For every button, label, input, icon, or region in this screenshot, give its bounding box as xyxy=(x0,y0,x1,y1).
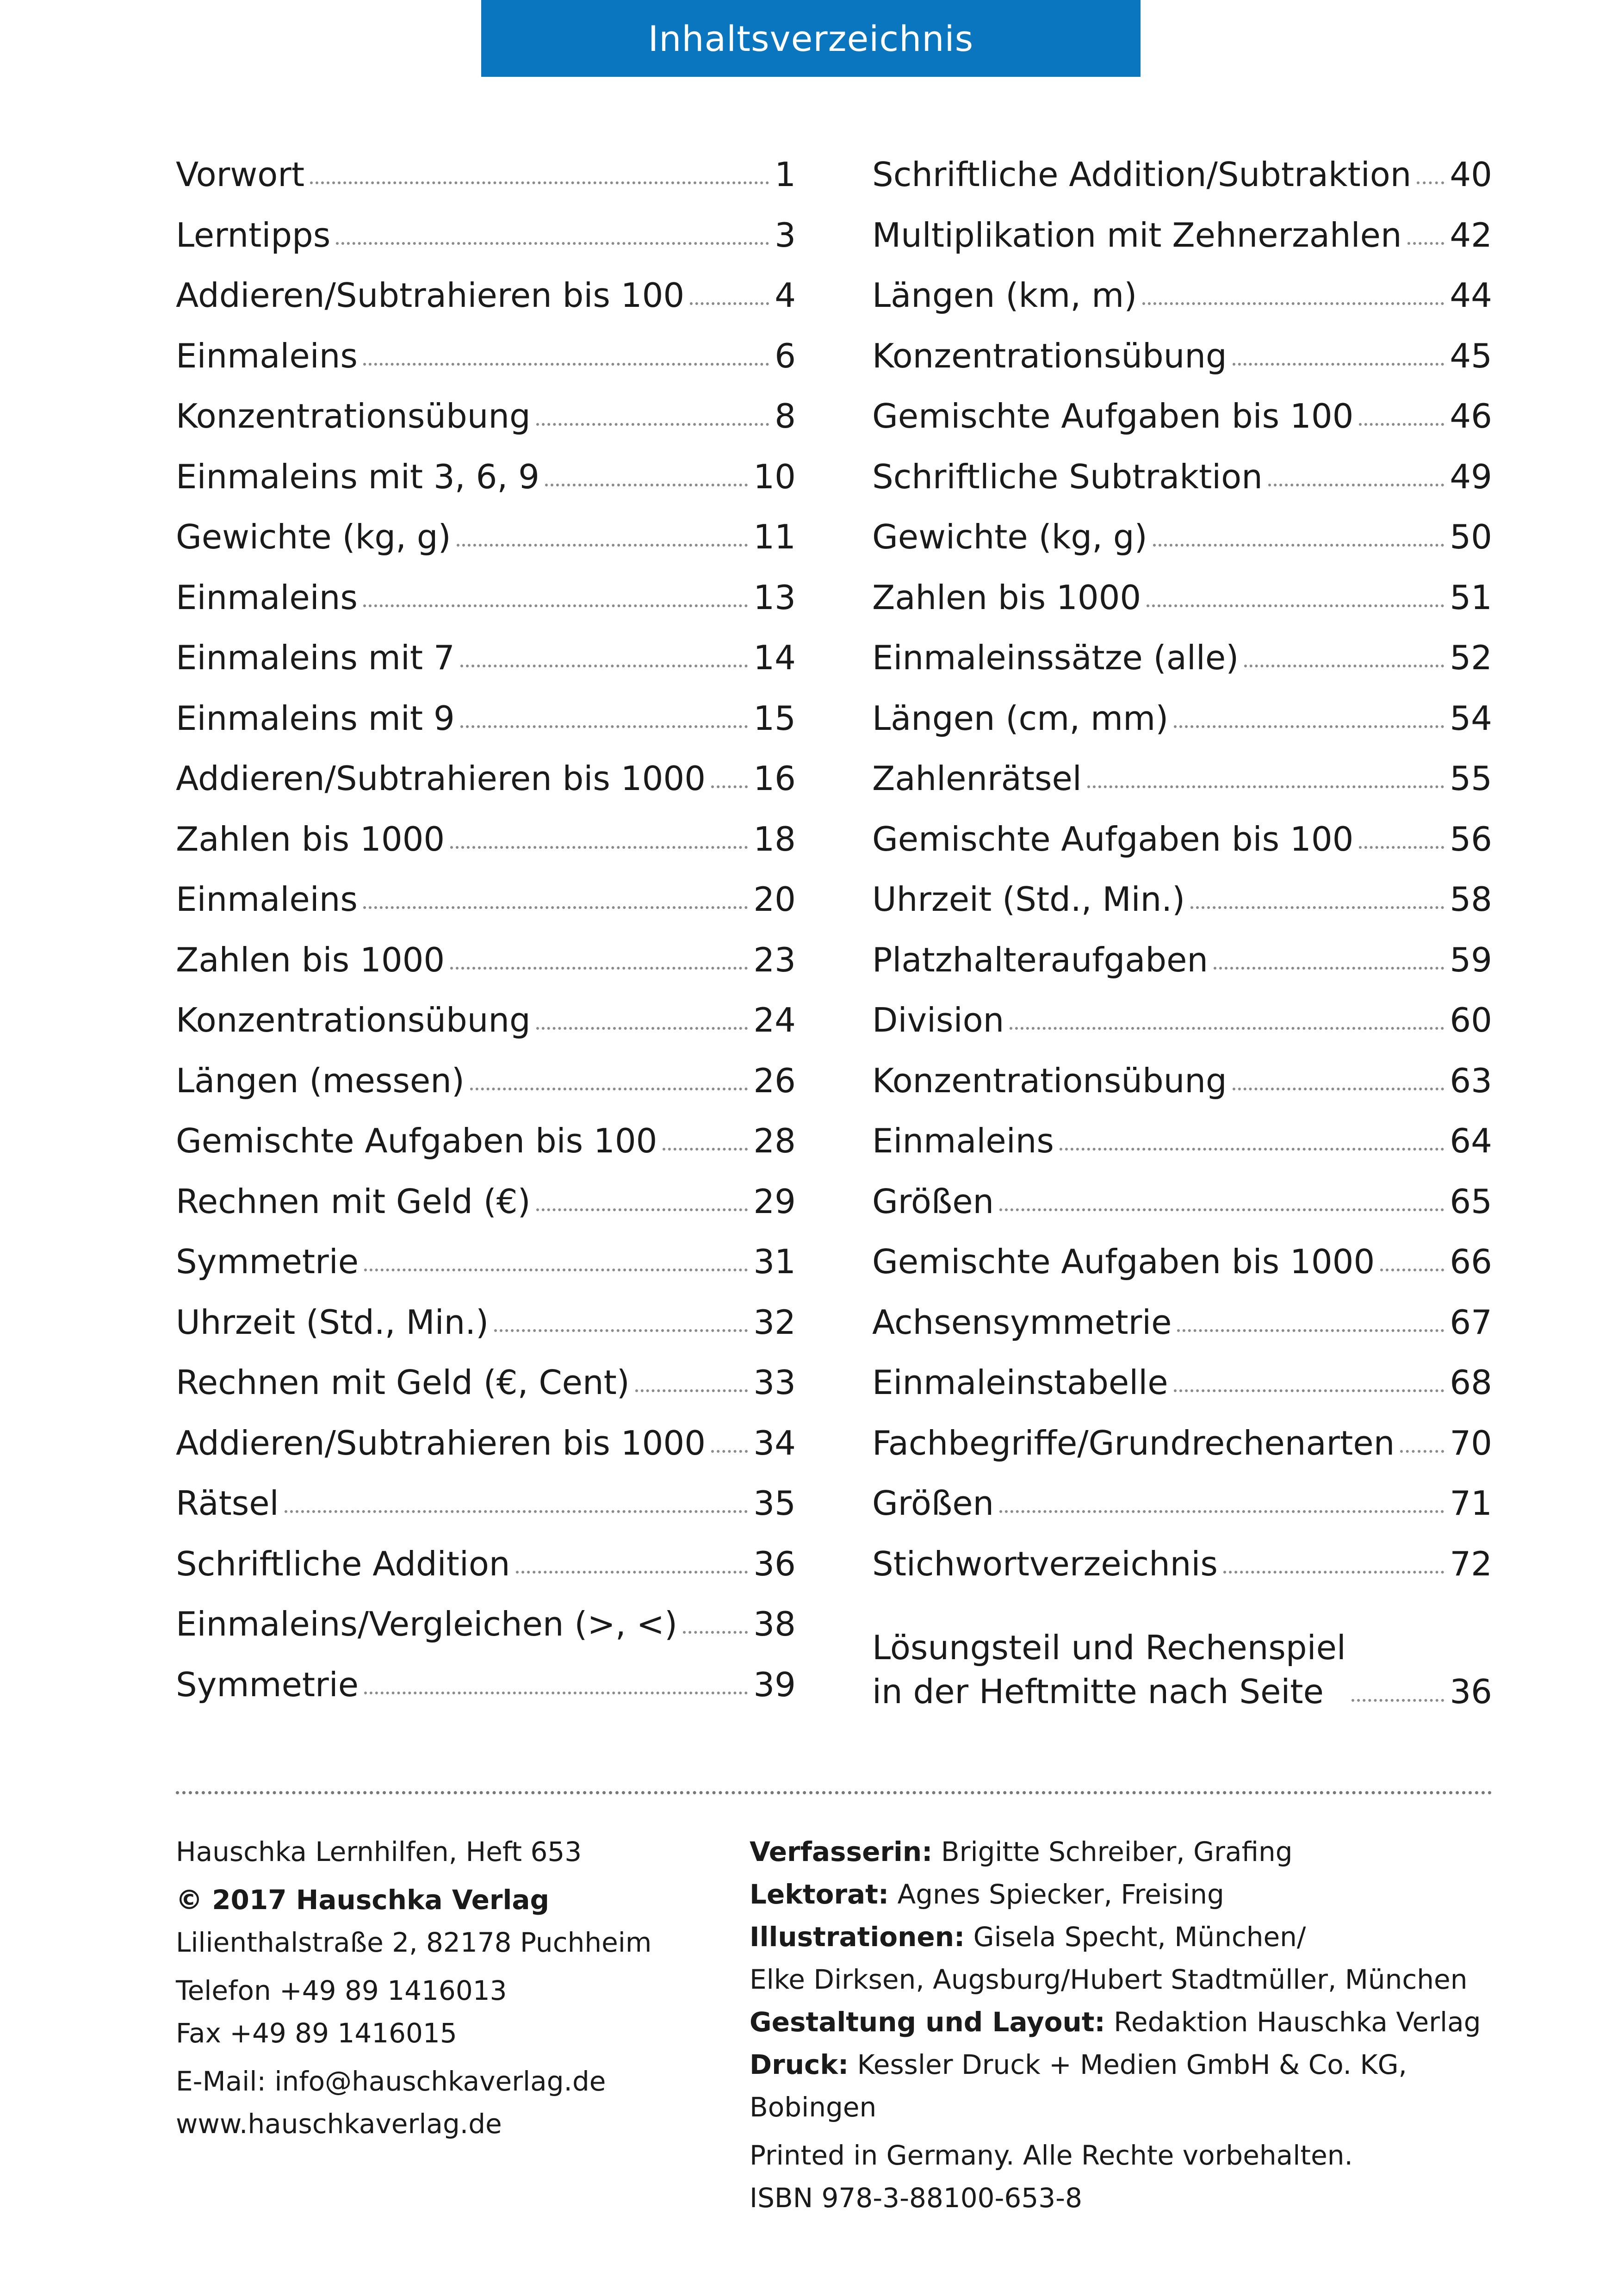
series-line: Hauschka Lernhilfen, Heft 653 xyxy=(176,1836,582,1867)
toc-dot-leader xyxy=(683,1631,748,1634)
toc-entry-page: 52 xyxy=(1450,638,1492,677)
toc-entry xyxy=(872,1544,1492,1605)
toc-dot-leader xyxy=(1174,725,1444,728)
toc-entry xyxy=(872,1424,1492,1484)
editor-label: Lektorat: xyxy=(750,1879,889,1910)
toc-dot-leader xyxy=(1233,1088,1444,1090)
toc-dot-leader xyxy=(536,1027,748,1030)
toc-entry xyxy=(176,155,796,216)
print-value: Kessler Druck + Medien GmbH & Co. KG, Bobingen xyxy=(750,2049,1407,2123)
toc-entry-page: 20 xyxy=(753,880,796,919)
toc-entry-page: 40 xyxy=(1450,155,1492,194)
toc-entry-page: 1 xyxy=(775,155,796,194)
toc-dot-leader xyxy=(460,725,748,728)
toc-entry-page: 44 xyxy=(1450,276,1492,315)
toc-dot-leader xyxy=(536,423,769,426)
toc-entry-title: Einmaleins mit 3, 6, 9 xyxy=(176,457,539,496)
toc-dot-leader xyxy=(1359,846,1444,849)
toc-dot-leader xyxy=(450,846,748,849)
toc-dot-leader xyxy=(1268,484,1444,486)
toc-entry-page: 14 xyxy=(753,638,796,677)
toc-entry-page: 15 xyxy=(753,698,796,738)
toc-entry xyxy=(872,1061,1492,1122)
toc-entry xyxy=(176,1424,796,1484)
toc-entry xyxy=(872,1484,1492,1544)
toc-entry-title: Platzhalteraufgaben xyxy=(872,940,1209,979)
toc-entry-page: 55 xyxy=(1450,759,1492,798)
toc-entry-page: 32 xyxy=(753,1302,796,1342)
toc-entry-title: Einmaleins xyxy=(176,880,358,919)
toc-dot-leader xyxy=(711,785,748,788)
toc-dot-leader xyxy=(285,1510,748,1513)
illustrations-line xyxy=(750,1916,1508,1958)
toc-entry-title: Einmaleins xyxy=(872,1121,1054,1160)
toc-dot-leader xyxy=(999,1510,1444,1513)
toc-dot-leader xyxy=(450,967,748,970)
toc-entry xyxy=(872,880,1492,940)
toc-entry xyxy=(176,336,796,397)
toc-entry xyxy=(176,457,796,518)
toc-dot-leader xyxy=(1010,1027,1444,1030)
solutions-line-1: Lösungsteil und Rechenspiel xyxy=(872,1628,1346,1667)
toc-column-right xyxy=(872,155,1492,1718)
toc-entry xyxy=(872,276,1492,336)
toc-entry xyxy=(176,1242,796,1303)
toc-dot-leader xyxy=(1223,1571,1444,1574)
page-title: Inhaltsverzeichnis xyxy=(648,18,974,59)
author-line xyxy=(750,1830,1508,1873)
toc-entry-title: Einmaleins mit 9 xyxy=(176,698,455,738)
toc-entry-title: Rechnen mit Geld (€) xyxy=(176,1182,531,1221)
toc-entry-page: 42 xyxy=(1450,215,1492,255)
toc-column-left xyxy=(176,155,796,1725)
toc-dot-leader xyxy=(460,665,748,667)
toc-dot-leader xyxy=(1400,1450,1444,1453)
toc-entry-page: 49 xyxy=(1450,457,1492,496)
design-value: Redaktion Hauschka Verlag xyxy=(1114,2006,1481,2038)
toc-entry xyxy=(872,759,1492,820)
toc-entry-page: 65 xyxy=(1450,1182,1492,1221)
toc-entry-page: 45 xyxy=(1450,336,1492,375)
phone-line: Telefon +49 89 1416013 xyxy=(176,1975,507,2006)
toc-entry-page: 28 xyxy=(753,1121,796,1160)
toc-dot-leader xyxy=(690,302,769,305)
toc-entry-page: 39 xyxy=(753,1665,796,1704)
toc-dot-leader xyxy=(1060,1148,1444,1151)
toc-entry-page: 38 xyxy=(753,1605,796,1643)
rights-line: Printed in Germany. Alle Rechte vorbehalten. xyxy=(750,2140,1353,2171)
toc-entry-page: 10 xyxy=(753,457,796,496)
toc-entry-page: 36 xyxy=(1450,1672,1492,1711)
toc-entry-page: 29 xyxy=(753,1182,796,1221)
toc-dot-leader xyxy=(711,1450,748,1453)
toc-entry-page: 67 xyxy=(1450,1302,1492,1342)
toc-entry xyxy=(176,1182,796,1243)
toc-entry-title: Konzentrationsübung xyxy=(176,397,531,436)
toc-entry xyxy=(872,216,1492,276)
toc-entry xyxy=(872,578,1492,639)
toc-entry-title: Gewichte (kg, g) xyxy=(872,517,1147,556)
toc-entry xyxy=(872,940,1492,1001)
toc-entry xyxy=(872,336,1492,397)
toc-entry-title: Einmaleinstabelle xyxy=(872,1363,1168,1402)
toc-entry-title: Einmaleins mit 7 xyxy=(176,638,455,677)
toc-entry xyxy=(176,880,796,940)
toc-entry-title: Gemischte Aufgaben bis 100 xyxy=(176,1121,657,1160)
toc-entry-page: 13 xyxy=(753,578,796,617)
toc-entry xyxy=(872,1121,1492,1182)
toc-entry-title: Einmaleins/Vergleichen (>, <) xyxy=(176,1605,678,1643)
toc-entry-title: Uhrzeit (Std., Min.) xyxy=(872,880,1185,919)
toc-entry-title: Vorwort xyxy=(176,155,305,194)
toc-entry xyxy=(872,397,1492,457)
toc-dot-leader xyxy=(1190,906,1444,909)
author-value: Brigitte Schreiber, Grafing xyxy=(941,1836,1293,1867)
toc-dot-leader xyxy=(516,1571,748,1574)
toc-entry-title: Größen xyxy=(872,1182,994,1221)
toc-entry xyxy=(176,940,796,1001)
toc-dot-leader xyxy=(999,1208,1444,1211)
toc-entry-title: Multiplikation mit Zehnerzahlen xyxy=(872,215,1402,255)
toc-entry-page: 31 xyxy=(753,1242,796,1281)
toc-dot-leader xyxy=(1244,665,1444,667)
toc-entry-title: Längen (cm, mm) xyxy=(872,698,1169,738)
toc-entry-page: 63 xyxy=(1450,1061,1492,1100)
toc-entry-title: Gemischte Aufgaben bis 100 xyxy=(872,819,1354,859)
toc-entry-page: 51 xyxy=(1450,578,1492,617)
illustrations-label: Illustrationen: xyxy=(750,1921,965,1953)
toc-entry-title: Konzentrationsübung xyxy=(176,1001,531,1039)
toc-entry-title: Einmaleins xyxy=(176,578,358,617)
toc-entry-page: 46 xyxy=(1450,397,1492,436)
imprint-credits xyxy=(750,1830,1508,2219)
toc-entry-title: Größen xyxy=(872,1484,994,1523)
toc-entry-page: 3 xyxy=(775,215,796,255)
toc-entry-title: Symmetrie xyxy=(176,1242,359,1281)
toc-dot-leader xyxy=(1417,181,1444,184)
toc-entry xyxy=(872,1303,1492,1363)
toc-dot-leader xyxy=(1177,1329,1444,1332)
toc-entry xyxy=(176,1484,796,1544)
toc-entry-title: Fachbegriffe/Grundrechenarten xyxy=(872,1423,1395,1462)
toc-entry-title: Schriftliche Addition xyxy=(176,1544,510,1583)
toc-entry xyxy=(872,1001,1492,1061)
toc-entry-page: 26 xyxy=(753,1061,796,1100)
toc-dot-leader xyxy=(470,1088,748,1090)
toc-entry-title: Zahlen bis 1000 xyxy=(176,819,445,859)
isbn-line: ISBN 978-3-88100-653-8 xyxy=(750,2182,1082,2214)
editor-value: Agnes Spiecker, Freising xyxy=(897,1879,1224,1910)
toc-dot-leader xyxy=(310,181,769,184)
toc-entry-title: Schriftliche Addition/Subtraktion xyxy=(872,155,1412,194)
toc-entry xyxy=(872,820,1492,880)
toc-entry xyxy=(872,1363,1492,1424)
toc-entry-page: 68 xyxy=(1450,1363,1492,1402)
toc-entry-title: Einmaleins xyxy=(176,336,358,375)
toc-entry-title: Rechnen mit Geld (€, Cent) xyxy=(176,1363,630,1402)
toc-entry-page: 24 xyxy=(753,1001,796,1039)
toc-entry-title: Gemischte Aufgaben bis 1000 xyxy=(872,1242,1375,1281)
toc-entry-page: 71 xyxy=(1450,1484,1492,1523)
toc-entry-page: 18 xyxy=(753,819,796,859)
toc-entry-page: 36 xyxy=(753,1544,796,1583)
toc-entry xyxy=(872,638,1492,699)
toc-entry xyxy=(872,1242,1492,1303)
toc-entry xyxy=(176,397,796,457)
imprint-publisher xyxy=(176,1830,708,2145)
toc-dot-leader xyxy=(363,363,769,366)
toc-dot-leader xyxy=(536,1208,748,1211)
toc-dot-leader xyxy=(363,604,748,607)
toc-dot-leader xyxy=(635,1389,748,1392)
toc-entry xyxy=(176,638,796,699)
toc-entry-page: 72 xyxy=(1450,1544,1492,1583)
illustrations-value-1: Gisela Specht, München/ xyxy=(973,1921,1306,1953)
toc-entry-page: 11 xyxy=(753,517,796,556)
toc-entry xyxy=(176,1544,796,1605)
toc-entry-page: 6 xyxy=(775,336,796,375)
toc-entry-title: Zahlen bis 1000 xyxy=(176,940,445,979)
toc-entry-page: 70 xyxy=(1450,1423,1492,1462)
toc-entry-title: Achsensymmetrie xyxy=(872,1302,1172,1342)
toc-entry-title: Lerntipps xyxy=(176,215,331,255)
toc-entry xyxy=(872,699,1492,759)
toc-entry-title: Längen (messen) xyxy=(176,1061,465,1100)
toc-entry-page: 34 xyxy=(753,1423,796,1462)
toc-entry-title: Addieren/Subtrahieren bis 100 xyxy=(176,276,685,315)
toc-entry xyxy=(176,1061,796,1122)
author-label: Verfasserin: xyxy=(750,1836,933,1867)
print-line xyxy=(750,2043,1508,2128)
toc-entry xyxy=(176,820,796,880)
design-label: Gestaltung und Layout: xyxy=(750,2006,1105,2038)
toc-entry xyxy=(176,578,796,639)
print-label: Druck: xyxy=(750,2049,849,2080)
toc-entry-title: Konzentrationsübung xyxy=(872,336,1227,375)
toc-entry-page: 23 xyxy=(753,940,796,979)
toc-entry xyxy=(176,699,796,759)
header-tab xyxy=(481,0,1141,77)
toc-entry xyxy=(176,216,796,276)
toc-entry xyxy=(872,155,1492,216)
toc-entry-title: Gewichte (kg, g) xyxy=(176,517,451,556)
toc-entry-page: 4 xyxy=(775,276,796,315)
web-line: www.hauschkaverlag.de xyxy=(176,2108,502,2140)
toc-dot-leader xyxy=(1087,785,1444,788)
editor-line xyxy=(750,1873,1508,1916)
toc-entry-title: Rätsel xyxy=(176,1484,279,1523)
toc-entry xyxy=(176,1121,796,1182)
dotted-separator xyxy=(176,1791,1492,1794)
illustrations-line-2: Elke Dirksen, Augsburg/Hubert Stadtmüller, München xyxy=(750,1964,1468,1995)
toc-entry-title: Zahlenrätsel xyxy=(872,759,1082,798)
toc-dot-leader xyxy=(545,484,748,486)
toc-entry-title xyxy=(872,1626,1346,1714)
toc-entry-page: 54 xyxy=(1450,698,1492,738)
toc-entry xyxy=(176,1363,796,1424)
toc-entry-page: 58 xyxy=(1450,880,1492,919)
toc-entry xyxy=(872,517,1492,578)
toc-entry-page: 66 xyxy=(1450,1242,1492,1281)
fax-line: Fax +49 89 1416015 xyxy=(176,2017,457,2049)
design-line xyxy=(750,2001,1508,2043)
toc-entry-title: Uhrzeit (Std., Min.) xyxy=(176,1302,489,1342)
toc-dot-leader xyxy=(1380,1269,1444,1271)
toc-entry-title: Addieren/Subtrahieren bis 1000 xyxy=(176,1423,706,1462)
toc-dot-leader xyxy=(1147,604,1444,607)
toc-entry-page: 35 xyxy=(753,1484,796,1523)
toc-entry-page: 50 xyxy=(1450,517,1492,556)
toc-dot-leader xyxy=(663,1148,748,1151)
toc-entry xyxy=(176,276,796,336)
toc-dot-leader xyxy=(363,906,748,909)
email-line: E-Mail: info@hauschkaverlag.de xyxy=(176,2066,606,2097)
toc-dot-leader xyxy=(1407,242,1444,245)
toc-entry-title: Division xyxy=(872,1001,1004,1039)
toc-entry-title: Addieren/Subtrahieren bis 1000 xyxy=(176,759,706,798)
toc-entry xyxy=(176,1303,796,1363)
toc-entry-solutions xyxy=(872,1621,1492,1718)
toc-entry-title: Schriftliche Subtraktion xyxy=(872,457,1263,496)
toc-entry-page: 16 xyxy=(753,759,796,798)
toc-entry-page: 60 xyxy=(1450,1001,1492,1039)
toc-entry-page: 64 xyxy=(1450,1121,1492,1160)
toc-entry-page: 56 xyxy=(1450,819,1492,859)
toc-dot-leader xyxy=(1233,363,1444,366)
toc-entry xyxy=(176,759,796,820)
toc-dot-leader xyxy=(1174,1389,1444,1392)
toc-entry-page: 33 xyxy=(753,1363,796,1402)
toc-entry-page: 8 xyxy=(775,397,796,436)
toc-dot-leader xyxy=(457,544,748,547)
toc-entry xyxy=(176,1665,796,1726)
toc-entry xyxy=(872,457,1492,518)
toc-entry xyxy=(176,1605,796,1665)
toc-entry-title: Zahlen bis 1000 xyxy=(872,578,1141,617)
solutions-line-2: in der Heftmitte nach Seite xyxy=(872,1672,1324,1711)
toc-dot-leader xyxy=(364,1692,748,1694)
toc-entry xyxy=(872,1182,1492,1243)
toc-dot-leader xyxy=(1153,544,1444,547)
toc-entry-page: 59 xyxy=(1450,940,1492,979)
address-line: Lilienthalstraße 2, 82178 Puchheim xyxy=(176,1927,652,1958)
toc-entry-title: Längen (km, m) xyxy=(872,276,1137,315)
toc-dot-leader xyxy=(494,1329,748,1332)
toc-entry-title: Symmetrie xyxy=(176,1665,359,1704)
toc-entry xyxy=(176,517,796,578)
copyright-line: © 2017 Hauschka Verlag xyxy=(176,1884,550,1916)
toc-entry-title: Einmaleinssätze (alle) xyxy=(872,638,1239,677)
toc-dot-leader xyxy=(1142,302,1444,305)
toc-dot-leader xyxy=(336,242,769,245)
toc-entry xyxy=(176,1001,796,1061)
toc-dot-leader xyxy=(1359,423,1444,426)
toc-dot-leader xyxy=(1351,1699,1444,1702)
toc-dot-leader xyxy=(364,1269,748,1271)
toc-entry-title: Gemischte Aufgaben bis 100 xyxy=(872,397,1354,436)
toc-entry-title: Konzentrationsübung xyxy=(872,1061,1227,1100)
toc-dot-leader xyxy=(1214,967,1444,970)
toc-entry-title: Stichwortverzeichnis xyxy=(872,1544,1218,1583)
